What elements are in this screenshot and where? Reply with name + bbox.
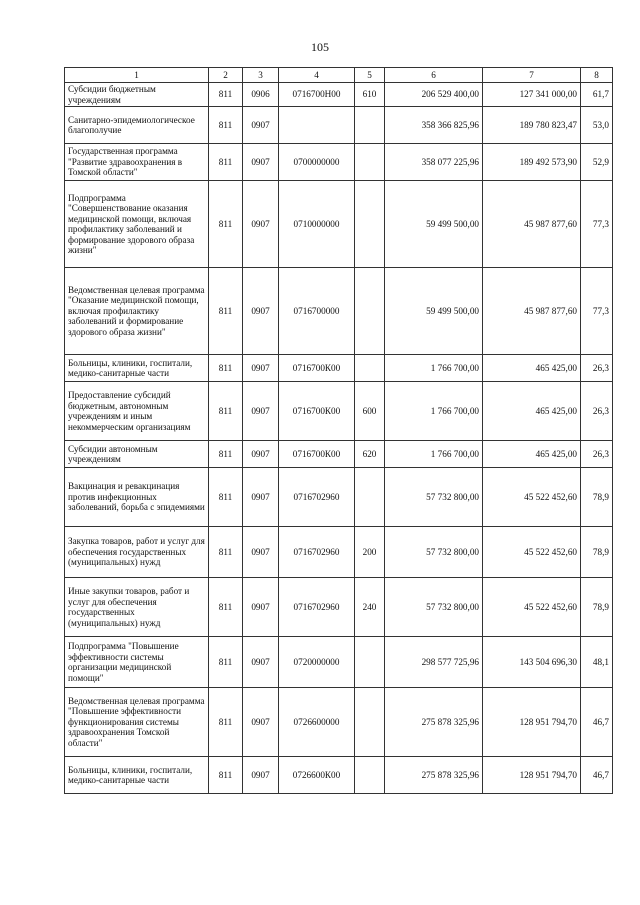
header-row — [65, 68, 613, 83]
cell-name: Ведомственная целевая программа "Повышение эффективности функционирования системы здравоохранения Томской области" — [65, 688, 209, 757]
cell-target: 0716702960 — [279, 527, 355, 578]
cell-target: 0726600К00 — [279, 757, 355, 794]
cell-expense: 240 — [355, 578, 385, 637]
col-header-2: 2 — [209, 68, 243, 83]
cell-actual: 189 780 823,47 — [483, 107, 581, 144]
cell-planned: 275 878 325,96 — [385, 688, 483, 757]
cell-admin: 811 — [209, 527, 243, 578]
cell-target: 0710000000 — [279, 181, 355, 268]
cell-target: 0716700К00 — [279, 382, 355, 441]
cell-section: 0907 — [243, 441, 279, 468]
cell-actual: 465 425,00 — [483, 355, 581, 382]
col-header-5: 5 — [355, 68, 385, 83]
cell-expense: 610 — [355, 83, 385, 107]
cell-admin: 811 — [209, 268, 243, 355]
cell-planned: 298 577 725,96 — [385, 637, 483, 688]
table-row — [65, 441, 613, 468]
cell-admin: 811 — [209, 83, 243, 107]
cell-planned: 59 499 500,00 — [385, 268, 483, 355]
cell-target: 0726600000 — [279, 688, 355, 757]
cell-target: 0716702960 — [279, 468, 355, 527]
cell-name: Подпрограмма "Совершенствование оказания медицинской помощи, включая профилактику заболеваний и формирование здорового образа жизни" — [65, 181, 209, 268]
cell-name: Предоставление субсидий бюджетным, автономным учреждениям и иным некоммерческим организациям — [65, 382, 209, 441]
cell-percent: 77,3 — [581, 181, 613, 268]
cell-expense: 620 — [355, 441, 385, 468]
table-row — [65, 268, 613, 355]
table-row — [65, 757, 613, 794]
cell-actual: 189 492 573,90 — [483, 144, 581, 181]
cell-planned: 59 499 500,00 — [385, 181, 483, 268]
table-row — [65, 688, 613, 757]
cell-percent: 52,9 — [581, 144, 613, 181]
cell-actual: 127 341 000,00 — [483, 83, 581, 107]
cell-percent: 78,9 — [581, 527, 613, 578]
cell-expense — [355, 355, 385, 382]
cell-percent: 48,1 — [581, 637, 613, 688]
cell-actual: 45 987 877,60 — [483, 268, 581, 355]
cell-actual: 465 425,00 — [483, 382, 581, 441]
cell-name: Субсидии автономным учреждениям — [65, 441, 209, 468]
table-row — [65, 144, 613, 181]
cell-actual: 45 522 452,60 — [483, 468, 581, 527]
table-row — [65, 637, 613, 688]
cell-admin: 811 — [209, 144, 243, 181]
cell-section: 0907 — [243, 355, 279, 382]
cell-admin: 811 — [209, 637, 243, 688]
table-row — [65, 527, 613, 578]
cell-admin: 811 — [209, 382, 243, 441]
cell-expense — [355, 468, 385, 527]
cell-target: 0716700Н00 — [279, 83, 355, 107]
cell-target: 0716700000 — [279, 268, 355, 355]
cell-section: 0906 — [243, 83, 279, 107]
cell-percent: 46,7 — [581, 688, 613, 757]
budget-table — [64, 67, 613, 794]
cell-section: 0907 — [243, 468, 279, 527]
cell-section: 0907 — [243, 268, 279, 355]
cell-section: 0907 — [243, 578, 279, 637]
cell-name: Больницы, клиники, госпитали, медико-санитарные части — [65, 757, 209, 794]
cell-actual: 128 951 794,70 — [483, 688, 581, 757]
cell-target — [279, 107, 355, 144]
table-row — [65, 578, 613, 637]
cell-planned: 57 732 800,00 — [385, 578, 483, 637]
cell-section: 0907 — [243, 144, 279, 181]
cell-planned: 1 766 700,00 — [385, 441, 483, 468]
cell-expense: 200 — [355, 527, 385, 578]
cell-percent: 78,9 — [581, 578, 613, 637]
cell-admin: 811 — [209, 688, 243, 757]
cell-expense — [355, 268, 385, 355]
table-row — [65, 83, 613, 107]
cell-name: Больницы, клиники, госпитали, медико-санитарные части — [65, 355, 209, 382]
cell-expense — [355, 144, 385, 181]
cell-percent: 46,7 — [581, 757, 613, 794]
cell-admin: 811 — [209, 578, 243, 637]
col-header-6: 6 — [385, 68, 483, 83]
cell-section: 0907 — [243, 637, 279, 688]
cell-actual: 465 425,00 — [483, 441, 581, 468]
cell-expense — [355, 757, 385, 794]
col-header-3: 3 — [243, 68, 279, 83]
cell-planned: 1 766 700,00 — [385, 382, 483, 441]
cell-admin: 811 — [209, 107, 243, 144]
cell-name: Иные закупки товаров, работ и услуг для обеспечения государственных (муниципальных) нужд — [65, 578, 209, 637]
cell-section: 0907 — [243, 527, 279, 578]
cell-planned: 57 732 800,00 — [385, 527, 483, 578]
cell-admin: 811 — [209, 355, 243, 382]
cell-section: 0907 — [243, 181, 279, 268]
cell-section: 0907 — [243, 382, 279, 441]
cell-expense — [355, 637, 385, 688]
cell-admin: 811 — [209, 468, 243, 527]
page-number: 105 — [311, 40, 329, 54]
cell-planned: 57 732 800,00 — [385, 468, 483, 527]
cell-actual: 45 522 452,60 — [483, 578, 581, 637]
cell-planned: 358 366 825,96 — [385, 107, 483, 144]
cell-target: 0720000000 — [279, 637, 355, 688]
cell-section: 0907 — [243, 107, 279, 144]
table-row — [65, 181, 613, 268]
cell-percent: 26,3 — [581, 441, 613, 468]
cell-name: Субсидии бюджетным учреждениям — [65, 83, 209, 107]
cell-name: Закупка товаров, работ и услуг для обеспечения государственных (муниципальных) нужд — [65, 527, 209, 578]
table-row — [65, 382, 613, 441]
cell-admin: 811 — [209, 441, 243, 468]
table-row — [65, 468, 613, 527]
cell-percent: 77,3 — [581, 268, 613, 355]
cell-name: Ведомственная целевая программа "Оказание медицинской помощи, включая профилактику заболеваний и формирование здорового образа жизни" — [65, 268, 209, 355]
cell-expense — [355, 181, 385, 268]
cell-planned: 206 529 400,00 — [385, 83, 483, 107]
cell-target: 0700000000 — [279, 144, 355, 181]
col-header-7: 7 — [483, 68, 581, 83]
cell-target: 0716700К00 — [279, 355, 355, 382]
cell-percent: 26,3 — [581, 355, 613, 382]
cell-name: Вакцинация и ревакцинация против инфекционных заболеваний, борьба с эпидемиями — [65, 468, 209, 527]
cell-actual: 143 504 696,30 — [483, 637, 581, 688]
cell-name: Санитарно-эпидемиологическое благополучие — [65, 107, 209, 144]
table-row — [65, 107, 613, 144]
cell-percent: 26,3 — [581, 382, 613, 441]
col-header-1: 1 — [65, 68, 209, 83]
cell-admin: 811 — [209, 181, 243, 268]
cell-actual: 45 987 877,60 — [483, 181, 581, 268]
cell-section: 0907 — [243, 688, 279, 757]
cell-percent: 78,9 — [581, 468, 613, 527]
cell-percent: 53,0 — [581, 107, 613, 144]
cell-actual: 128 951 794,70 — [483, 757, 581, 794]
cell-planned: 1 766 700,00 — [385, 355, 483, 382]
cell-target: 0716700К00 — [279, 441, 355, 468]
cell-name: Государственная программа "Развитие здравоохранения в Томской области" — [65, 144, 209, 181]
cell-planned: 275 878 325,96 — [385, 757, 483, 794]
cell-name: Подпрограмма "Повышение эффективности системы организации медицинской помощи" — [65, 637, 209, 688]
cell-section: 0907 — [243, 757, 279, 794]
cell-expense: 600 — [355, 382, 385, 441]
table-row — [65, 355, 613, 382]
cell-percent: 61,7 — [581, 83, 613, 107]
cell-admin: 811 — [209, 757, 243, 794]
cell-target: 0716702960 — [279, 578, 355, 637]
cell-actual: 45 522 452,60 — [483, 527, 581, 578]
cell-expense — [355, 688, 385, 757]
cell-planned: 358 077 225,96 — [385, 144, 483, 181]
col-header-8: 8 — [581, 68, 613, 83]
col-header-4: 4 — [279, 68, 355, 83]
cell-expense — [355, 107, 385, 144]
